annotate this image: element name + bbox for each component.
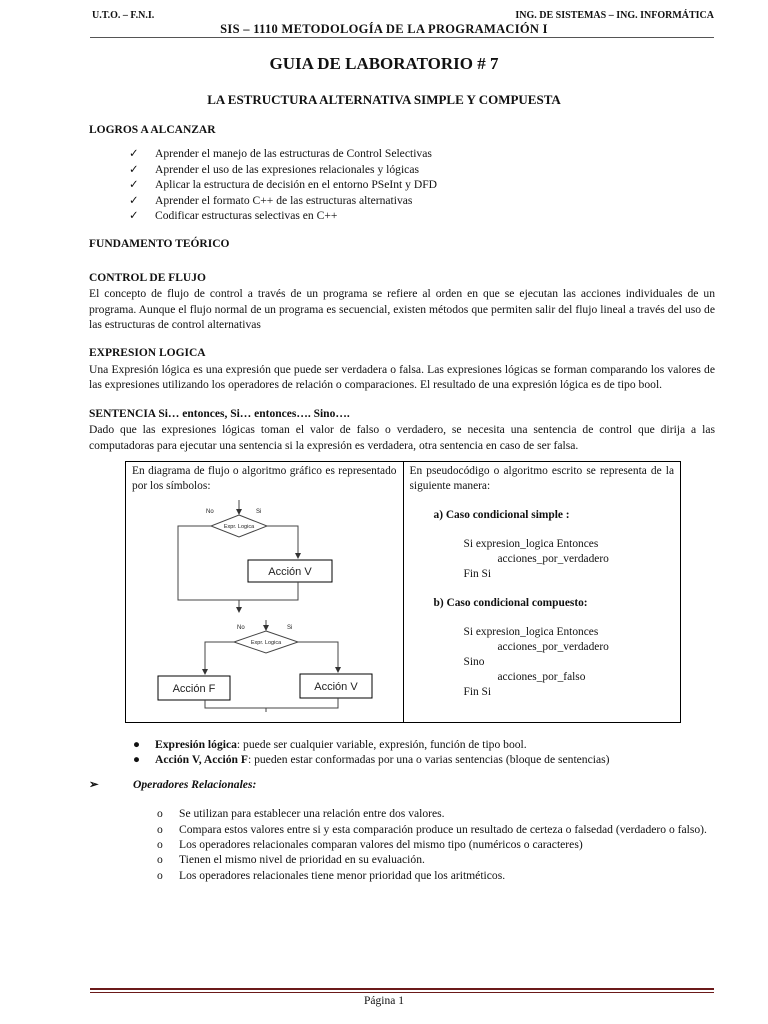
flow-accion-v-label: Acción V (314, 680, 358, 693)
list-item: ✓ Aprender el manejo de las estructuras de Control Selectivas (129, 147, 432, 161)
list-item: ● Acción V, Acción F: pueden estar conformadas por una o varias sentencias (bloque de sentencias) (133, 753, 610, 767)
flow-no-label: No (237, 624, 245, 631)
check-icon: ✓ (129, 178, 139, 192)
expresion-heading: EXPRESION LOGICA (89, 347, 206, 360)
control-heading: CONTROL DE FLUJO (89, 271, 206, 284)
list-item: ✓ Aprender el formato C++ de las estructuras alternativas (129, 193, 413, 207)
footer-divider (90, 992, 714, 993)
pseudocode-cell (403, 461, 681, 722)
circle-bullet-icon: o (157, 853, 163, 867)
list-item: ● Expresión lógica: puede ser cualquier variable, expresión, función de tipo bool. (133, 737, 527, 751)
document-body (89, 123, 715, 883)
expresion-paragraph: Una Expresión lógica es una expresión que puede ser verdadera o falsa. Las expresiones lógicas se forman comparando los valores de las expresiones utilizando los operadores de relación o comparaciones. El resultado de una expresión lógica es de tipo bool. (89, 362, 715, 392)
check-icon: ✓ (129, 193, 139, 207)
case-compound-code: Si expresion_logica Entonces acciones_por_verdadero Sino acciones_por_falso Fin Si (463, 625, 609, 698)
check-icon: ✓ (129, 147, 139, 161)
flow-expr-label: Expr. Logica (223, 523, 255, 530)
flow-accion-v-label: Acción V (268, 565, 312, 578)
case-simple-code: Si expresion_logica Entonces acciones_por_verdadero Fin Si (463, 537, 609, 580)
logros-heading: LOGROS A ALCANZAR (89, 124, 216, 136)
list-item: ✓ Aprender el uso de las expresiones relacionales y lógicas (129, 162, 419, 176)
control-paragraph: El concepto de flujo de control a través de un programa se refiere al orden en que se ejecutan las acciones individuales de un programa. Aunque el flujo normal de un programa es secuencial, existen métodos que permiten salir del flujo lineal a través del uso de las estructuras de control alternativas (89, 287, 715, 332)
circle-bullet-icon: o (157, 807, 163, 821)
flow-si-label: Si (287, 624, 293, 631)
circle-bullet-icon: o (157, 868, 163, 882)
fundamento-heading: FUNDAMENTO TEÓRICO (89, 238, 230, 251)
flow-expr-label: Expr. Logica (250, 639, 282, 646)
page-number: Página 1 (364, 995, 404, 1007)
footer-divider (90, 988, 714, 990)
flowchart-cell (126, 461, 404, 722)
list-item: ✓ Codificar estructuras selectivas en C++ (129, 209, 338, 223)
pseudocode-description: En pseudocódigo o algoritmo escrito se representa de la siguiente manera: (409, 464, 674, 492)
operadores-list (89, 806, 715, 883)
arrow-bullet-icon: ➢ (89, 777, 99, 791)
list-item: o Los operadores relacionales tiene menor prioridad que los aritméticos. (157, 868, 506, 882)
circle-bullet-icon: o (157, 837, 163, 851)
list-item: o Tienen el mismo nivel de prioridad en su evaluación. (157, 853, 425, 867)
flow-no-label: No (206, 508, 214, 515)
sentencia-paragraph: Dado que las expresiones lógicas toman el valor de falso o verdadero, se necesita una sentencia de control que dirija a las computadoras para ejecutar una sentencia si la expresión es verdadera, otra sentencia en caso de ser falsa. (89, 423, 715, 452)
bullet-icon: ● (133, 737, 141, 751)
check-icon: ✓ (129, 162, 139, 176)
comparison-table (125, 461, 681, 723)
list-item: ✓ Aplicar la estructura de decisión en el entorno PSeInt y DFD (129, 178, 438, 192)
list-item: o Los operadores relacionales comparan valores del mismo tipo (numéricos o caracteres) (157, 837, 583, 851)
list-item: o Se utilizan para establecer una relación entre dos valores. (157, 807, 445, 821)
bullet-icon: ● (133, 753, 141, 767)
header-institution: U.T.O. – F.N.I. (92, 10, 155, 21)
header-divider (90, 37, 714, 38)
check-icon: ✓ (129, 209, 139, 223)
flow-accion-f-label: Acción F (172, 682, 216, 695)
logros-list (89, 146, 715, 223)
operadores-heading: ➢ Operadores Relacionales: (89, 777, 257, 791)
header-course: SIS – 1110 METODOLOGÍA DE LA PROGRAMACIÓN I (220, 22, 548, 36)
case-compound-heading: b) Caso condicional compuesto: (433, 596, 588, 609)
circle-bullet-icon: o (157, 822, 163, 836)
header-career: ING. DE SISTEMAS – ING. INFORMÁTICA (515, 10, 714, 21)
case-simple-heading: a) Caso condicional simple : (433, 508, 570, 521)
page-subtitle: LA ESTRUCTURA ALTERNATIVA SIMPLE Y COMPUESTA (207, 92, 561, 107)
list-item: o Compara estos valores entre si y esta comparación produce un resultado de certeza o falsedad (verdadero o falso). (157, 822, 707, 836)
definitions-list (89, 737, 715, 768)
page-title: GUIA DE LABORATORIO # 7 (269, 54, 499, 73)
flow-si-label: Si (256, 508, 262, 515)
sentencia-heading: SENTENCIA Si… entonces, Si… entonces…. Sino…. (89, 407, 350, 420)
flowchart-diagram (132, 500, 394, 712)
flowchart-description: En diagrama de flujo o algoritmo gráfico es representado por los símbolos: (132, 464, 397, 492)
